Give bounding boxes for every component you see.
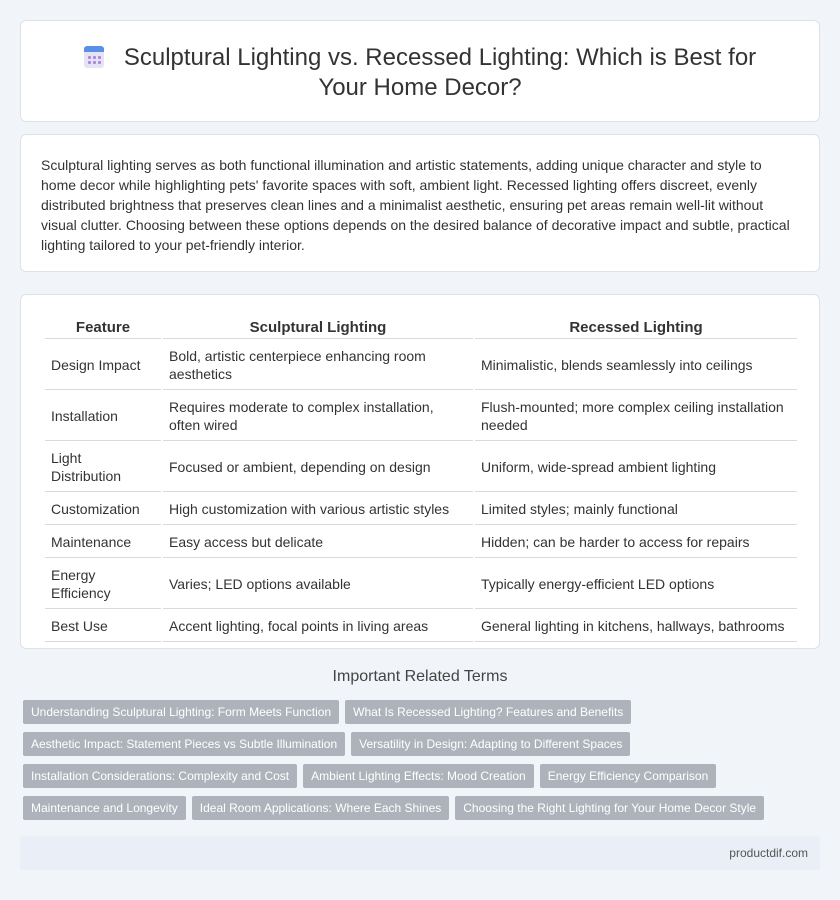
header-feature: Feature [45,317,161,339]
title-card [20,20,820,122]
table-row [45,527,797,558]
cell-sculptural: Varies; LED options available [163,560,473,609]
table-row [45,392,797,441]
table-row [45,341,797,390]
cell-sculptural: Accent lighting, focal points in living areas [163,611,473,642]
cell-sculptural: Focused or ambient, depending on design [163,443,473,492]
cell-recessed: Flush-mounted; more complex ceiling installation needed [475,392,797,441]
intro-card [20,134,820,272]
document-icon [84,46,104,68]
table-row [45,443,797,492]
related-term-link[interactable]: Energy Efficiency Comparison [540,764,717,788]
related-terms-heading: Important Related Terms [332,668,508,685]
cell-feature: Light Distribution [45,443,161,492]
intro-paragraph: Sculptural lighting serves as both functional illumination and artistic statements, adding unique character and style to home decor while highlighting pets' favorite spaces with soft, ambient light. Recessed lighting offers discreet, evenly distributed brightness that preserves clean lines and a minimalist aesthetic, ensuring pet areas remain well-lit without visual clutter. Choosing between these options depends on the desired balance of decorative impact and subtle, practical lighting tailored to your pet-friendly interior. [41,157,790,253]
related-term-link[interactable]: Versatility in Design: Adapting to Different Spaces [351,732,630,756]
cell-feature: Maintenance [45,527,161,558]
related-term-link[interactable]: Maintenance and Longevity [23,796,186,820]
cell-recessed: Hidden; can be harder to access for repairs [475,527,797,558]
header-recessed: Recessed Lighting [475,317,797,339]
table-row [45,560,797,609]
title-wrap [21,43,819,103]
cell-recessed: Uniform, wide-spread ambient lighting [475,443,797,492]
cell-sculptural: High customization with various artistic styles [163,494,473,525]
related-term-link[interactable]: Ambient Lighting Effects: Mood Creation [303,764,534,788]
cell-recessed: General lighting in kitchens, hallways, bathrooms [475,611,797,642]
related-term-link[interactable]: Understanding Sculptural Lighting: Form Meets Function [23,700,339,724]
footer-site: productdif.com [729,846,808,860]
cell-sculptural: Easy access but delicate [163,527,473,558]
related-terms-tags [20,700,820,820]
page-title [61,43,779,103]
page-title-text: Sculptural Lighting vs. Recessed Lighting: Which is Best for Your Home Decor? [123,44,757,101]
cell-feature: Energy Efficiency [45,560,161,609]
cell-feature: Customization [45,494,161,525]
table-header-row [45,317,797,339]
cell-recessed: Minimalistic, blends seamlessly into ceilings [475,341,797,390]
cell-feature: Installation [45,392,161,441]
cell-recessed: Limited styles; mainly functional [475,494,797,525]
comparison-card [20,294,820,649]
related-terms-section [20,668,820,820]
cell-recessed: Typically energy-efficient LED options [475,560,797,609]
table-row [45,494,797,525]
cell-feature: Design Impact [45,341,161,390]
footer [20,836,820,870]
comparison-table [43,315,799,644]
related-term-link[interactable]: What Is Recessed Lighting? Features and Benefits [345,700,631,724]
header-sculptural: Sculptural Lighting [163,317,473,339]
related-term-link[interactable]: Installation Considerations: Complexity and Cost [23,764,297,788]
cell-sculptural: Requires moderate to complex installation, often wired [163,392,473,441]
related-term-link[interactable]: Choosing the Right Lighting for Your Home Decor Style [455,796,764,820]
related-term-link[interactable]: Ideal Room Applications: Where Each Shines [192,796,449,820]
table-body [45,341,797,642]
related-term-link[interactable]: Aesthetic Impact: Statement Pieces vs Subtle Illumination [23,732,345,756]
cell-sculptural: Bold, artistic centerpiece enhancing room aesthetics [163,341,473,390]
cell-feature: Best Use [45,611,161,642]
table-row [45,611,797,642]
